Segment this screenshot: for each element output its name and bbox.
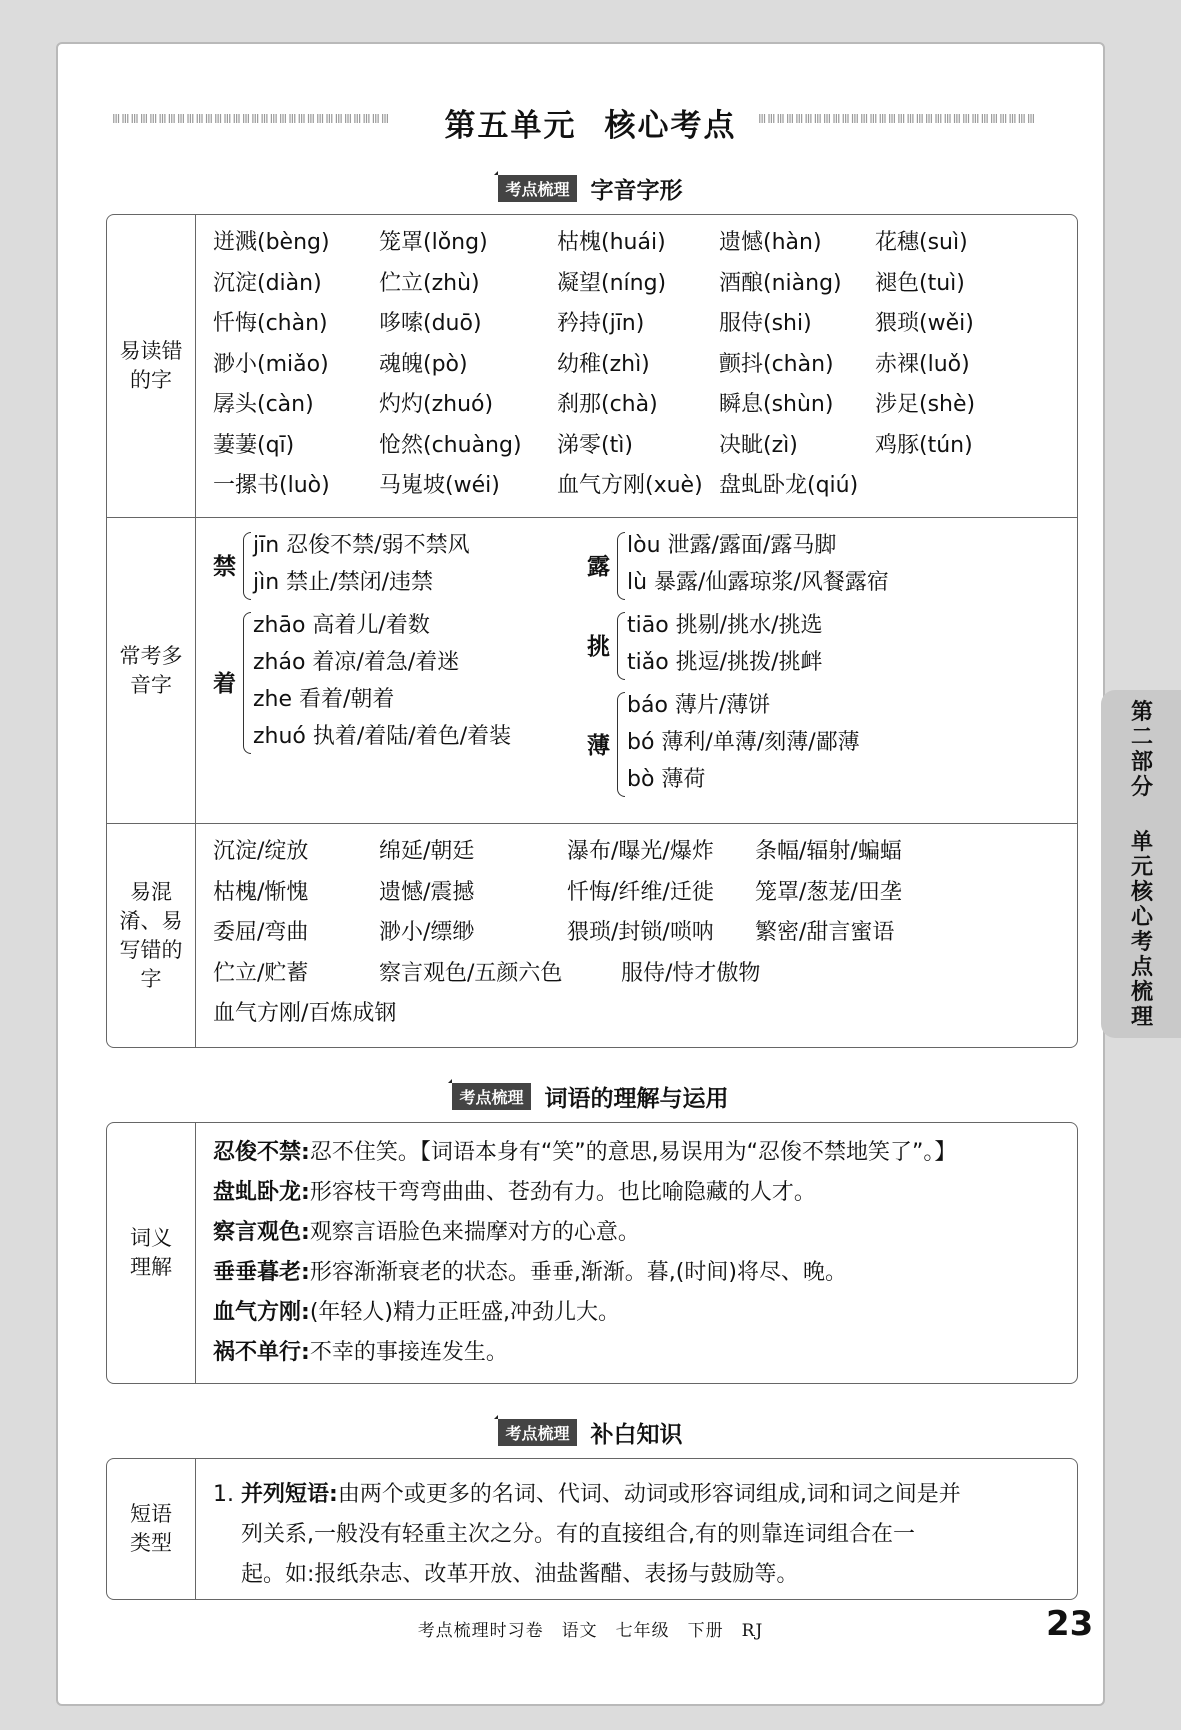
polyphone-reading: zháo 着凉/着急/着迷 xyxy=(253,650,460,675)
polyphone-reading: jìn 禁止/禁闭/违禁 xyxy=(253,570,433,595)
polyphone-brace xyxy=(243,532,251,600)
section-tag: 考点梳理 xyxy=(498,1419,576,1446)
meaning-term: 盘虬卧龙: xyxy=(213,1180,310,1205)
reading-item: 幼稚(zhì) xyxy=(557,351,650,377)
reading-item: 决眦(zì) xyxy=(719,432,798,458)
polyphone-reading: báo 薄片/薄饼 xyxy=(627,693,771,718)
side-tab-char: 分 xyxy=(1130,775,1153,800)
meaning-entry xyxy=(213,1135,956,1166)
polyphone-reading: zhāo 高着儿/着数 xyxy=(253,613,430,638)
meaning-entry xyxy=(213,1335,508,1366)
phrases-row xyxy=(107,1459,1077,1599)
polyphone-reading: zhuó 执着/着陆/着色/着装 xyxy=(253,724,512,749)
confusables-label: 易混淆、易写错的字 xyxy=(107,824,196,1048)
polyphone-brace xyxy=(617,612,625,680)
title-topic: 核心考点 xyxy=(604,108,737,144)
side-tab-char: 核 xyxy=(1130,880,1153,905)
meaning-entry xyxy=(213,1215,640,1246)
polyphone-reading: bó 薄利/单薄/刻薄/鄙薄 xyxy=(627,730,860,755)
reading-item: 猥琐(wěi) xyxy=(875,311,974,336)
polyphone-reading: lòu 泄露/露面/露马脚 xyxy=(627,533,837,558)
confusable-item: 委屈/弯曲 xyxy=(213,920,309,945)
reading-item: 花穗(suì) xyxy=(875,230,968,255)
confusable-item: 瀑布/曝光/爆炸 xyxy=(567,839,714,864)
confusable-item: 绵延/朝廷 xyxy=(379,839,475,864)
reading-item: 矜持(jīn) xyxy=(557,311,645,336)
section-title: 补白知识 xyxy=(590,1422,683,1448)
meanings-label: 词义理解 xyxy=(107,1123,196,1383)
side-tab-char: 部 xyxy=(1130,750,1153,775)
meaning-entry xyxy=(213,1175,816,1206)
reading-item: 瞬息(shùn) xyxy=(719,392,834,417)
meaning-term: 察言观色: xyxy=(213,1220,310,1245)
reading-item: 枯槐(huái) xyxy=(557,230,666,255)
reading-item: 怆然(chuàng) xyxy=(379,432,522,458)
polyphones-label: 常考多音字 xyxy=(107,518,196,824)
confusable-item: 枯槐/惭愧 xyxy=(213,879,309,905)
side-tab-char: 二 xyxy=(1130,725,1153,750)
section-tag: 考点梳理 xyxy=(452,1083,530,1110)
polyphone-char: 着 xyxy=(213,671,236,697)
side-tab-topic xyxy=(1122,830,1162,1030)
reading-item: 一摞书(luò) xyxy=(213,473,330,498)
section-title: 词语的理解与运用 xyxy=(544,1086,729,1112)
page-title xyxy=(0,100,1181,145)
confusable-item: 服侍/恃才傲物 xyxy=(621,960,761,986)
confusable-item: 忏悔/纤维/迁徙 xyxy=(567,879,714,905)
confusable-item: 遗憾/震撼 xyxy=(379,879,475,905)
polyphones-row xyxy=(107,517,1077,824)
reading-item: 孱头(càn) xyxy=(213,392,314,417)
reading-item: 血气方刚(xuè) xyxy=(557,473,703,498)
page-number: 23 xyxy=(1046,1604,1094,1644)
reading-item: 盘虬卧龙(qiú) xyxy=(719,473,859,498)
title-decoration-right: ⅢⅢⅢⅢⅢⅢⅢⅢⅢⅢⅢⅢⅢⅢⅢⅢⅢⅢⅢⅢⅢⅢⅢⅢⅢⅢⅢⅢⅢⅢ xyxy=(758,112,1037,126)
polyphone-reading: jīn 忍俊不禁/弱不禁风 xyxy=(253,533,470,558)
reading-item: 哆嗦(duō) xyxy=(379,311,482,336)
side-tab-part xyxy=(1122,700,1162,800)
phrase-line-3: 起。如:报纸杂志、改革开放、油盐酱醋、表扬与鼓励等。 xyxy=(241,1562,799,1587)
meaning-definition: 形容渐渐衰老的状态。垂垂,渐渐。暮,(时间)将尽、晚。 xyxy=(309,1260,847,1285)
side-tab-char: 元 xyxy=(1130,855,1153,880)
polyphone-reading: tiǎo 挑逗/挑拨/挑衅 xyxy=(627,650,823,675)
side-tab-char: 理 xyxy=(1130,1005,1153,1030)
polyphone-char: 禁 xyxy=(213,554,236,580)
confusables-row xyxy=(107,823,1077,1048)
reading-item: 涕零(tì) xyxy=(557,432,633,458)
meaning-term: 垂垂暮老: xyxy=(213,1260,310,1285)
section-title: 字音字形 xyxy=(590,178,683,204)
polyphone-reading: lù 暴露/仙露琼浆/风餐露宿 xyxy=(627,570,889,595)
side-tab-char: 心 xyxy=(1130,905,1153,930)
title-unit: 第五单元 xyxy=(444,108,577,144)
reading-item: 迸溅(bèng) xyxy=(213,230,330,255)
reading-item: 遗憾(hàn) xyxy=(719,230,822,255)
side-tab-char: 考 xyxy=(1130,930,1153,955)
meaning-entry xyxy=(213,1295,620,1326)
reading-item: 凝望(níng) xyxy=(557,270,667,296)
section-tag: 考点梳理 xyxy=(498,175,576,202)
side-tab-char: 点 xyxy=(1130,955,1153,980)
side-tab-char: 梳 xyxy=(1130,980,1153,1005)
confusable-item: 繁密/甜言蜜语 xyxy=(755,920,895,945)
reading-item: 笼罩(lǒng) xyxy=(379,230,488,255)
section-heading-pronunciation xyxy=(0,172,1181,205)
meaning-definition: 形容枝干弯弯曲曲、苍劲有力。也比喻隐藏的人才。 xyxy=(309,1180,816,1205)
phrase-term: 并列短语: xyxy=(241,1482,338,1507)
meaning-definition: (年轻人)精力正旺盛,冲劲儿大。 xyxy=(309,1300,620,1325)
phrases-label: 短语类型 xyxy=(107,1459,196,1599)
title-decoration-left: ⅢⅢⅢⅢⅢⅢⅢⅢⅢⅢⅢⅢⅢⅢⅢⅢⅢⅢⅢⅢⅢⅢⅢⅢⅢⅢⅢⅢⅢⅢ xyxy=(112,112,391,126)
reading-item: 酒酿(niàng) xyxy=(719,270,842,296)
confusable-item: 猥琐/封锁/唢呐 xyxy=(567,920,714,945)
reading-item: 涉足(shè) xyxy=(875,392,976,417)
side-tab-char: 第 xyxy=(1130,700,1153,725)
meaning-definition: 观察言语脸色来揣摩对方的心意。 xyxy=(309,1220,640,1245)
phrase-line-1: 1. 并列短语:由两个或更多的名词、代词、动词或形容词组成,词和词之间是并 xyxy=(213,1482,961,1507)
polyphone-reading: zhe 看着/朝着 xyxy=(253,687,395,712)
footer-text: 考点梳理时习卷 语文 七年级 下册 RJ xyxy=(417,1621,764,1641)
reading-item: 颤抖(chàn) xyxy=(719,351,834,377)
meaning-entry xyxy=(213,1255,847,1286)
meaning-term: 祸不单行: xyxy=(213,1340,310,1365)
polyphone-brace xyxy=(617,692,625,797)
polyphone-brace xyxy=(243,612,251,754)
confusable-item: 笼罩/葱茏/田垄 xyxy=(755,879,902,905)
reading-item: 灼灼(zhuó) xyxy=(379,392,494,417)
confusable-item: 伫立/贮蓄 xyxy=(213,960,309,986)
reading-item: 鸡豚(tún) xyxy=(875,432,973,458)
readings-label: 易读错的字 xyxy=(107,215,196,517)
polyphone-char: 挑 xyxy=(587,634,610,660)
polyphone-brace xyxy=(617,532,625,600)
reading-item: 服侍(shi) xyxy=(719,311,812,336)
pronunciation-table xyxy=(106,214,1078,1048)
confusable-item: 沉淀/绽放 xyxy=(213,839,309,864)
confusable-item: 血气方刚/百炼成钢 xyxy=(213,1001,397,1026)
phrases-table xyxy=(106,1458,1078,1600)
confusable-item: 条幅/辐射/蝙蝠 xyxy=(755,839,902,864)
confusable-item: 渺小/缥缈 xyxy=(379,920,475,945)
reading-item: 渺小(miǎo) xyxy=(213,351,329,377)
polyphone-reading: tiāo 挑剔/挑水/挑选 xyxy=(627,613,823,638)
meaning-term: 血气方刚: xyxy=(213,1300,310,1325)
side-tab-char: 单 xyxy=(1130,830,1153,855)
polyphone-char: 薄 xyxy=(587,732,610,759)
polyphone-char: 露 xyxy=(587,554,610,580)
reading-item: 褪色(tuì) xyxy=(875,270,965,296)
polyphone-reading: bò 薄荷 xyxy=(627,767,706,792)
phrase-line-2: 列关系,一般没有轻重主次之分。有的直接组合,有的则靠连词组合在一 xyxy=(241,1522,915,1547)
meaning-term: 忍俊不禁: xyxy=(213,1140,310,1165)
readings-row xyxy=(107,215,1077,517)
reading-item: 刹那(chà) xyxy=(557,392,658,417)
reading-item: 马嵬坡(wéi) xyxy=(379,473,500,498)
reading-item: 伫立(zhù) xyxy=(379,270,480,296)
meanings-table xyxy=(106,1122,1078,1384)
reading-item: 忏悔(chàn) xyxy=(213,311,328,336)
reading-item: 沉淀(diàn) xyxy=(213,270,322,296)
reading-item: 萋萋(qī) xyxy=(213,432,295,458)
confusable-item: 察言观色/五颜六色 xyxy=(379,960,563,986)
reading-item: 魂魄(pò) xyxy=(379,351,468,377)
section-heading-supplement xyxy=(0,1416,1181,1449)
meanings-row xyxy=(107,1123,1077,1383)
meaning-definition: 不幸的事接连发生。 xyxy=(309,1340,508,1365)
reading-item: 赤裸(luǒ) xyxy=(875,351,970,377)
meaning-definition: 忍不住笑。【词语本身有“笑”的意思,易误用为“忍俊不禁地笑了”。】 xyxy=(309,1140,957,1165)
section-heading-meanings xyxy=(0,1080,1181,1113)
